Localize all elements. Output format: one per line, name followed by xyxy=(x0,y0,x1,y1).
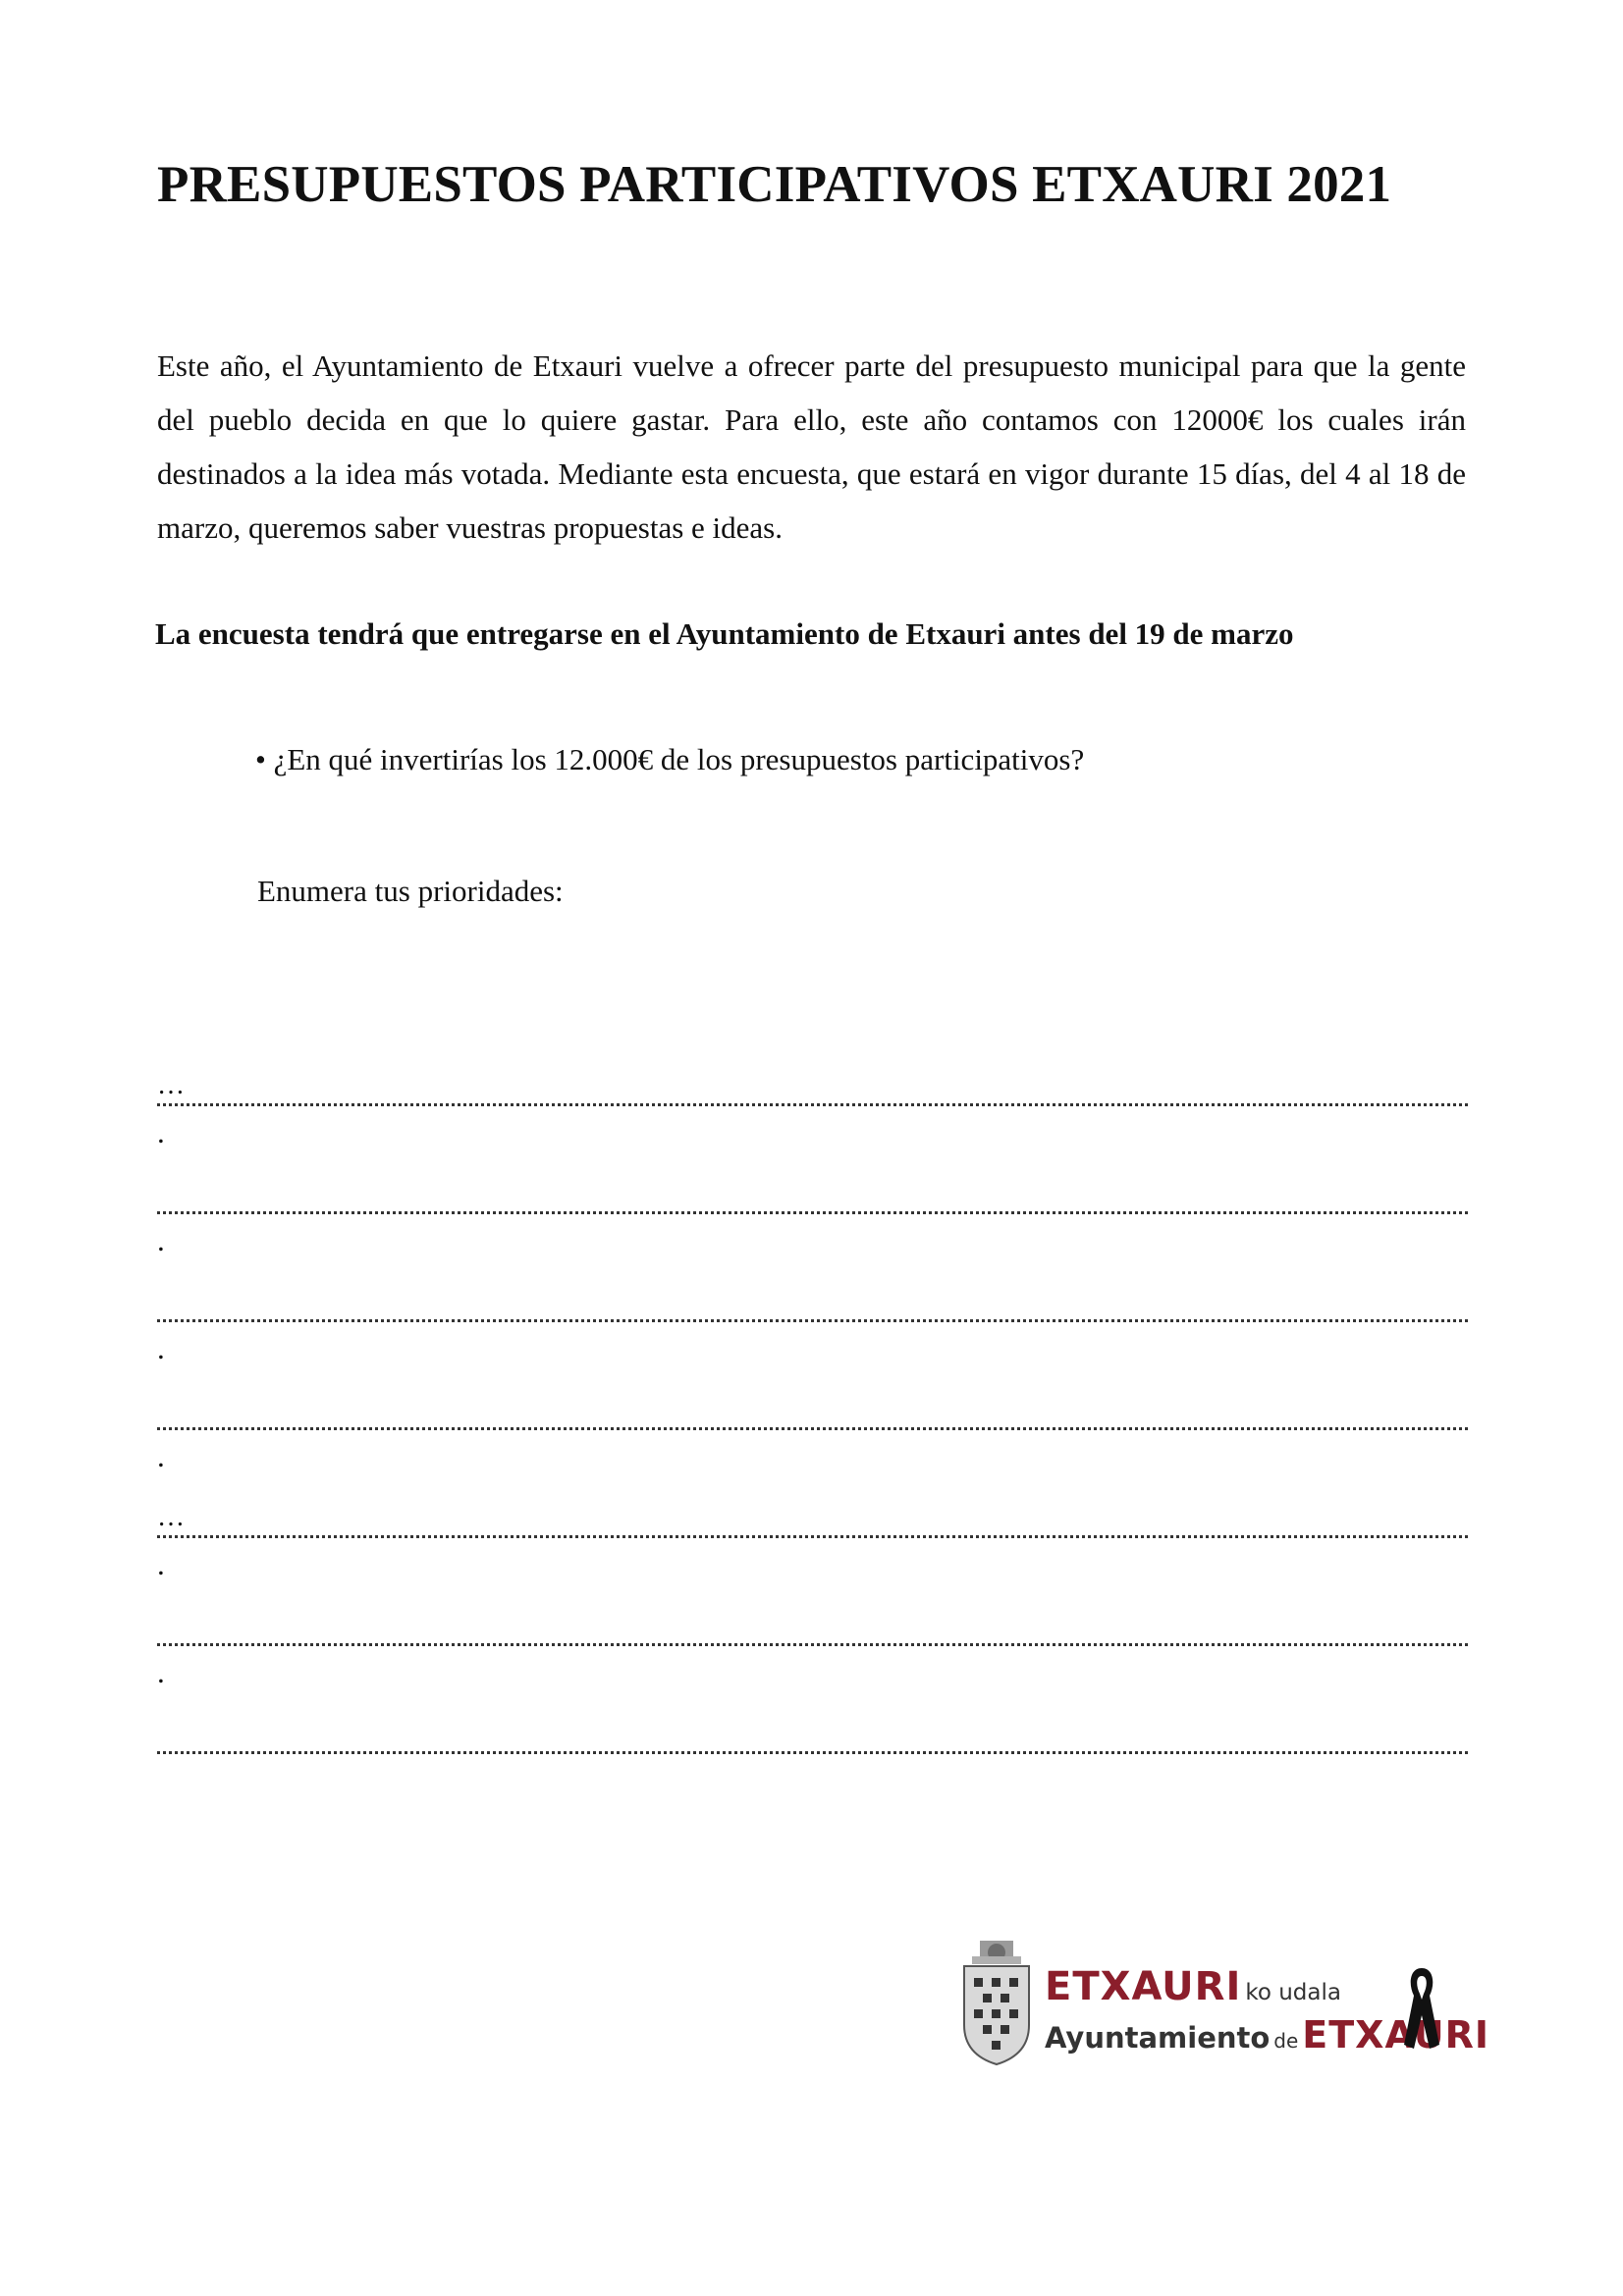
coat-of-arms-icon xyxy=(958,1939,1035,2066)
line-lead: … xyxy=(157,1070,185,1100)
deadline-notice: La encuesta tendrá que entregarse en el Ayuntamiento de Etxauri antes del 19 de marzo xyxy=(155,616,1294,651)
answer-line[interactable] xyxy=(157,1070,1468,1178)
survey-question: • ¿En qué invertirías los 12.000€ de los presupuestos participativos? xyxy=(255,742,1085,776)
logo-ayuntamiento: Ayuntamiento xyxy=(1045,2021,1271,2055)
logo-de: de xyxy=(1273,2029,1299,2053)
line-tail: . xyxy=(157,1439,165,1473)
dotted-line xyxy=(157,1610,1468,1646)
dotted-line xyxy=(157,1070,1468,1106)
answer-line[interactable] xyxy=(157,1286,1468,1394)
answer-lines xyxy=(157,1070,1468,1826)
dotted-line xyxy=(157,1718,1468,1754)
answer-line[interactable] xyxy=(157,1178,1468,1286)
answer-line[interactable] xyxy=(157,1502,1468,1610)
line-tail: . xyxy=(157,1547,165,1581)
answer-line[interactable] xyxy=(157,1718,1468,1826)
dotted-line xyxy=(157,1394,1468,1430)
line-tail: . xyxy=(157,1115,165,1149)
line-lead: … xyxy=(157,1502,185,1532)
logo-suffix: ko udala xyxy=(1245,1980,1341,2005)
line-tail: . xyxy=(157,1223,165,1257)
intro-paragraph: Este año, el Ayuntamiento de Etxauri vuelve a ofrecer parte del presupuesto municipal para que la gente del pueblo decida en que lo quiere gastar. Para ello, este año contamos con 12000€ los cuales irán destinados a la idea más votada. Mediante esta encuesta, que estará en vigor durante 15 días, del 4 al 18 de marzo, queremos saber vuestras propuestas e ideas. xyxy=(157,348,1466,545)
logo-name: ETXAURI xyxy=(1045,1964,1242,2009)
dotted-line xyxy=(157,1286,1468,1322)
priorities-label: Enumera tus prioridades: xyxy=(257,874,564,908)
municipal-logo xyxy=(958,1939,1489,2071)
dotted-line xyxy=(157,1502,1468,1538)
mourning-ribbon-icon xyxy=(1402,1962,1441,2051)
logo-line-basque xyxy=(1045,1964,1341,2009)
line-tail: . xyxy=(157,1655,165,1689)
logo-name-2: ETXAURI xyxy=(1302,2013,1489,2056)
document-title: PRESUPUESTOS PARTICIPATIVOS ETXAURI 2021 xyxy=(157,156,1392,213)
answer-line[interactable] xyxy=(157,1394,1468,1502)
dotted-line xyxy=(157,1178,1468,1214)
answer-line[interactable] xyxy=(157,1610,1468,1718)
line-tail: . xyxy=(157,1331,165,1365)
